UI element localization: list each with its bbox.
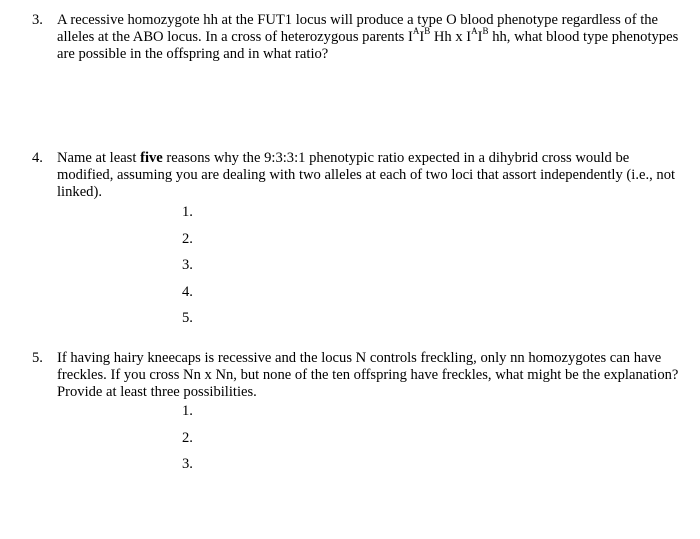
question-number: 4.	[32, 150, 43, 166]
question-number: 5.	[32, 350, 43, 366]
question-4	[32, 150, 682, 201]
emphasis-text: five	[140, 150, 163, 166]
question-text-part: Name at least	[57, 150, 141, 166]
superscript: B	[482, 26, 489, 37]
question-text-part: I	[419, 29, 425, 45]
answer-item: 1.	[182, 403, 193, 419]
question-text-part: reasons why the 9:3:3:1 phenotypic ratio expected in a dihybrid cross would be modified, assuming you are dealing with two alleles at each of two loci that assort independently (i.e., not linked).	[57, 150, 676, 200]
answer-item: 3.	[182, 257, 193, 273]
question-text: If having hairy kneecaps is recessive and the locus N controls freckling, only nn homozygotes can have freckles. If you cross Nn x Nn, but none of the ten offspring have freckles, what might be the explanation? Provide at least three possibilities.	[57, 350, 679, 400]
question-text-part: hh, what blood type phenotypes are possible in the offspring and in what ratio?	[57, 29, 679, 62]
question-5	[32, 350, 682, 401]
answer-item: 1.	[182, 204, 193, 220]
question-3	[32, 12, 682, 63]
answer-item: 2.	[182, 429, 193, 446]
superscript: A	[471, 26, 478, 37]
question-text-part: A recessive homozygote hh at the FUT1 locus will produce a type O blood phenotype regardless of the alleles at the ABO locus. In a cross of heterozygous parents I	[57, 12, 659, 45]
answer-item: 5.	[182, 310, 193, 326]
superscript: B	[424, 26, 431, 37]
question-number: 3.	[32, 12, 43, 28]
answer-item: 4.	[182, 283, 193, 300]
question-text-part: Hh x I	[430, 29, 472, 45]
answer-item: 3.	[182, 456, 193, 472]
question-text-part: I	[477, 29, 483, 45]
superscript: A	[412, 26, 420, 37]
question-text	[57, 12, 682, 63]
answer-list	[182, 204, 193, 337]
answer-list	[182, 403, 193, 483]
question-text	[57, 150, 682, 201]
answer-item: 2.	[182, 230, 193, 247]
